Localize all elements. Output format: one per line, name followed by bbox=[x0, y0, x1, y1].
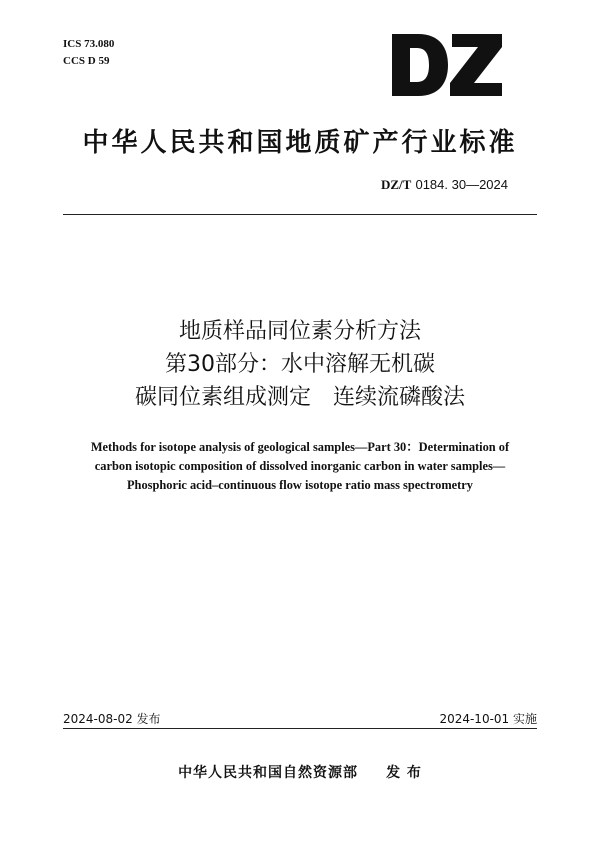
classification-codes bbox=[63, 36, 114, 70]
english-title-line-1: Methods for isotope analysis of geological samples—Part 30：Determination of bbox=[90, 440, 510, 454]
standard-number bbox=[381, 177, 508, 193]
standard-number-value: 0184. 30—2024 bbox=[415, 177, 508, 192]
standard-category-title: 中华人民共和国地质矿产行业标准 bbox=[82, 128, 518, 158]
english-title bbox=[60, 438, 540, 495]
issuer-name: 中华人民共和国自然资源部 bbox=[178, 765, 359, 781]
ccs-code: CCS D 59 bbox=[63, 55, 110, 67]
issuer bbox=[0, 762, 600, 782]
chinese-title bbox=[0, 315, 600, 414]
english-title-line-2: carbon isotopic composition of dissolved inorganic carbon in water samples— bbox=[94, 459, 506, 473]
dz-logo bbox=[388, 30, 506, 100]
chinese-title-line-1: 地质样品同位素分析方法 bbox=[178, 319, 421, 344]
top-divider bbox=[63, 214, 537, 215]
chinese-title-line-2: 第30部分：水中溶解无机碳 bbox=[165, 352, 435, 377]
ics-code: ICS 73.080 bbox=[63, 38, 115, 50]
implement-date: 2024-10-01 实施 bbox=[439, 712, 537, 726]
chinese-title-line-3: 碳同位素组成测定 连续流磷酸法 bbox=[134, 385, 465, 410]
standard-number-prefix: DZ/T bbox=[380, 177, 412, 192]
issuer-action: 发 布 bbox=[386, 765, 422, 781]
bottom-divider bbox=[63, 728, 537, 729]
publish-date: 2024-08-02 发布 bbox=[63, 712, 161, 726]
english-title-line-3: Phosphoric acid–continuous flow isotope ratio mass spectrometry bbox=[126, 478, 473, 492]
